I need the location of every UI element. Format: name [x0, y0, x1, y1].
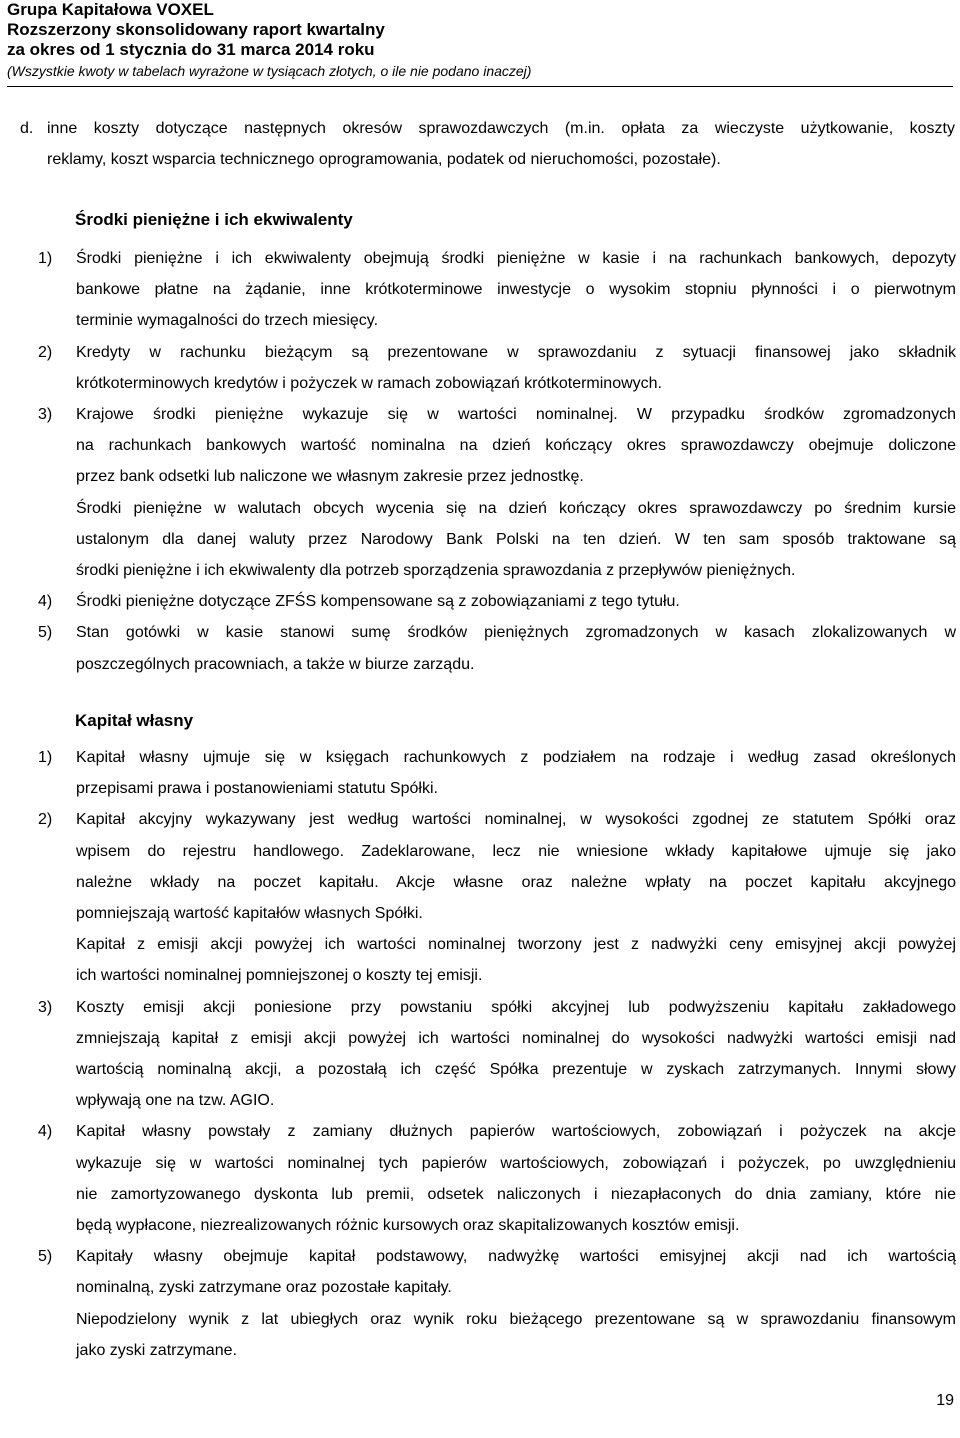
report-period: za okres od 1 stycznia do 31 marca 2014 roku: [7, 40, 375, 59]
paragraph-line: Środki pieniężne w walutach obcych wycenia się na dzień kończący okres sprawozdawczy po średnim kursie: [76, 499, 956, 517]
paragraph-line: krótkoterminowych kredytów i pożyczek w ramach zobowiązań krótkoterminowych.: [76, 374, 662, 392]
paragraph-line: pomniejszają wartość kapitałów własnych Spółki.: [76, 905, 423, 922]
paragraph-line: bankowe płatne na żądanie, inne krótkoterminowe inwestycje o wysokim stopniu płynności i o pierwotnym: [76, 281, 956, 299]
document-header: [7, 0, 947, 80]
paragraph-line: Środki pieniężne i ich ekwiwalenty obejmują środki pieniężne w kasie i na rachunkach bankowych, depozyty: [76, 250, 956, 267]
paragraph-line: ich wartości nominalnej pomniejszonej o koszty tej emisji.: [76, 967, 483, 985]
amounts-note: (Wszystkie kwoty w tabelach wyrażone w tysiącach złotych, o ile nie podano inaczej): [7, 63, 532, 79]
paragraph-line: środki pieniężne i ich ekwiwalenty dla potrzeb sporządzenia sprawozdania z przepływów pieniężnych.: [76, 562, 796, 579]
paragraph-line: poszczególnych pracowniach, a także w biurze zarządu.: [76, 655, 475, 673]
paragraph-line: Kapitał własny powstały z zamiany dłużnych papierów wartościowych, zobowiązań i pożyczek na akcje: [76, 1123, 956, 1141]
paragraph-line: ustalonym dla danej waluty przez Narodowy Bank Polski na ten dzień. W ten sam sposób traktowane są: [76, 530, 956, 548]
header-divider: [7, 86, 953, 87]
paragraph-line: nominalną, zyski zatrzymane oraz pozostałe kapitały.: [76, 1279, 452, 1297]
paragraph-line: Krajowe środki pieniężne wykazuje się w wartości nominalnej. W przypadku środków zgromadzonych: [76, 406, 956, 423]
paragraph-line: Środki pieniężne dotyczące ZFŚS kompensowane są z zobowiązaniami z tego tytułu.: [76, 593, 680, 611]
paragraph-line: Koszty emisji akcji poniesione przy powstaniu spółki akcyjnej lub podwyższeniu kapitału zakładowego: [76, 998, 956, 1016]
list-number: 5): [38, 1248, 53, 1266]
paragraph-line: wartością nominalną akcji, a pozostałą ich część Spółka prezentuje w zyskach zatrzymanych. Innymi słowy: [76, 1061, 956, 1078]
paragraph-line: wykazuje się w wartości nominalnej tych papierów wartościowych, zobowiązań i pożyczek, po uwzględnieniu: [76, 1154, 956, 1172]
page-number: 19: [936, 1392, 954, 1409]
paragraph-line: Kapitały własny obejmuje kapitał podstawowy, nadwyżkę wartości emisyjnej akcji nad ich wartością: [76, 1248, 956, 1266]
paragraph-line: na rachunkach bankowych wartość nominalna na dzień kończący okres sprawozdawczy obejmuje doliczone: [76, 437, 956, 455]
paragraph-line: Kapitał akcyjny wykazywany jest według wartości nominalnej, w wysokości zgodnej ze statutem Spółki oraz: [76, 811, 956, 829]
paragraph-line: przez bank odsetki lub naliczone we własnym zakresie przez jednostkę.: [76, 468, 584, 486]
paragraph-line: należne wkłady na poczet kapitału. Akcje własne oraz należne wpłaty na poczet kapitału akcyjnego: [76, 873, 956, 891]
list-number: 4): [38, 1123, 53, 1141]
list-number: 3): [38, 998, 53, 1016]
report-title: Rozszerzony skonsolidowany raport kwartalny: [7, 20, 385, 39]
list-number: 3): [38, 406, 53, 423]
paragraph-line: będą wypłacone, niezrealizowanych różnic kursowych oraz skapitalizowanych kosztów emisji.: [76, 1217, 740, 1234]
list-number: 4): [38, 593, 53, 611]
paragraph-line: przepisami prawa i postanowieniami statutu Spółki.: [76, 780, 438, 798]
cash-heading: Środki pieniężne i ich ekwiwalenty: [75, 210, 353, 229]
paragraph-line: Kredyty w rachunku bieżącym są prezentowane w sprawozdaniu z sytuacji finansowej jako składnik: [76, 343, 956, 361]
intro-line: reklamy, koszt wsparcia technicznego oprogramowania, podatek od nieruchomości, pozostałe).: [47, 151, 721, 168]
paragraph-line: wpływają one na tzw. AGIO.: [76, 1092, 275, 1110]
paragraph-line: Kapitał własny ujmuje się w księgach rachunkowych z podziałem na rodzaje i według zasad określonych: [76, 749, 956, 766]
paragraph-line: terminie wymagalności do trzech miesięcy.: [76, 312, 379, 330]
paragraph-line: Stan gotówki w kasie stanowi sumę środków pieniężnych zgromadzonych w kasach zlokalizowanych w: [76, 624, 956, 642]
company-name: Grupa Kapitałowa VOXEL: [7, 0, 214, 19]
paragraph-line: wpisem do rejestru handlowego. Zadeklarowane, lecz nie wniesione wkłady kapitałowe ujmuje się jako: [76, 842, 956, 860]
paragraph-line: zmniejszają kapitał z emisji akcji powyżej ich wartości nominalnej do wysokości nadwyżki wartości emisji nad: [76, 1029, 956, 1047]
equity-heading: Kapitał własny: [75, 711, 194, 730]
paragraph-line: Niepodzielony wynik z lat ubiegłych oraz wynik roku bieżącego prezentowane są w sprawozdaniu finansowym: [76, 1310, 956, 1328]
paragraph-line: nie zamortyzowanego dyskonta lub premii, odsetek naliczonych i niezapłaconych do dnia zamiany, które nie: [76, 1185, 956, 1203]
list-number: 1): [38, 749, 53, 766]
intro-label: d.: [20, 120, 34, 137]
paragraph-line: Kapitał z emisji akcji powyżej ich wartości nominalnej tworzony jest z nadwyżki ceny emisyjnej akcji powyżej: [76, 936, 956, 954]
list-number: 1): [38, 250, 53, 267]
list-number: 2): [38, 343, 53, 361]
paragraph-line: jako zyski zatrzymane.: [76, 1341, 237, 1359]
intro-line: inne koszty dotyczące następnych okresów sprawozdawczych (m.in. opłata za wieczyste użytkowanie, koszty: [47, 120, 955, 137]
list-number: 2): [38, 811, 53, 829]
list-number: 5): [38, 624, 53, 642]
